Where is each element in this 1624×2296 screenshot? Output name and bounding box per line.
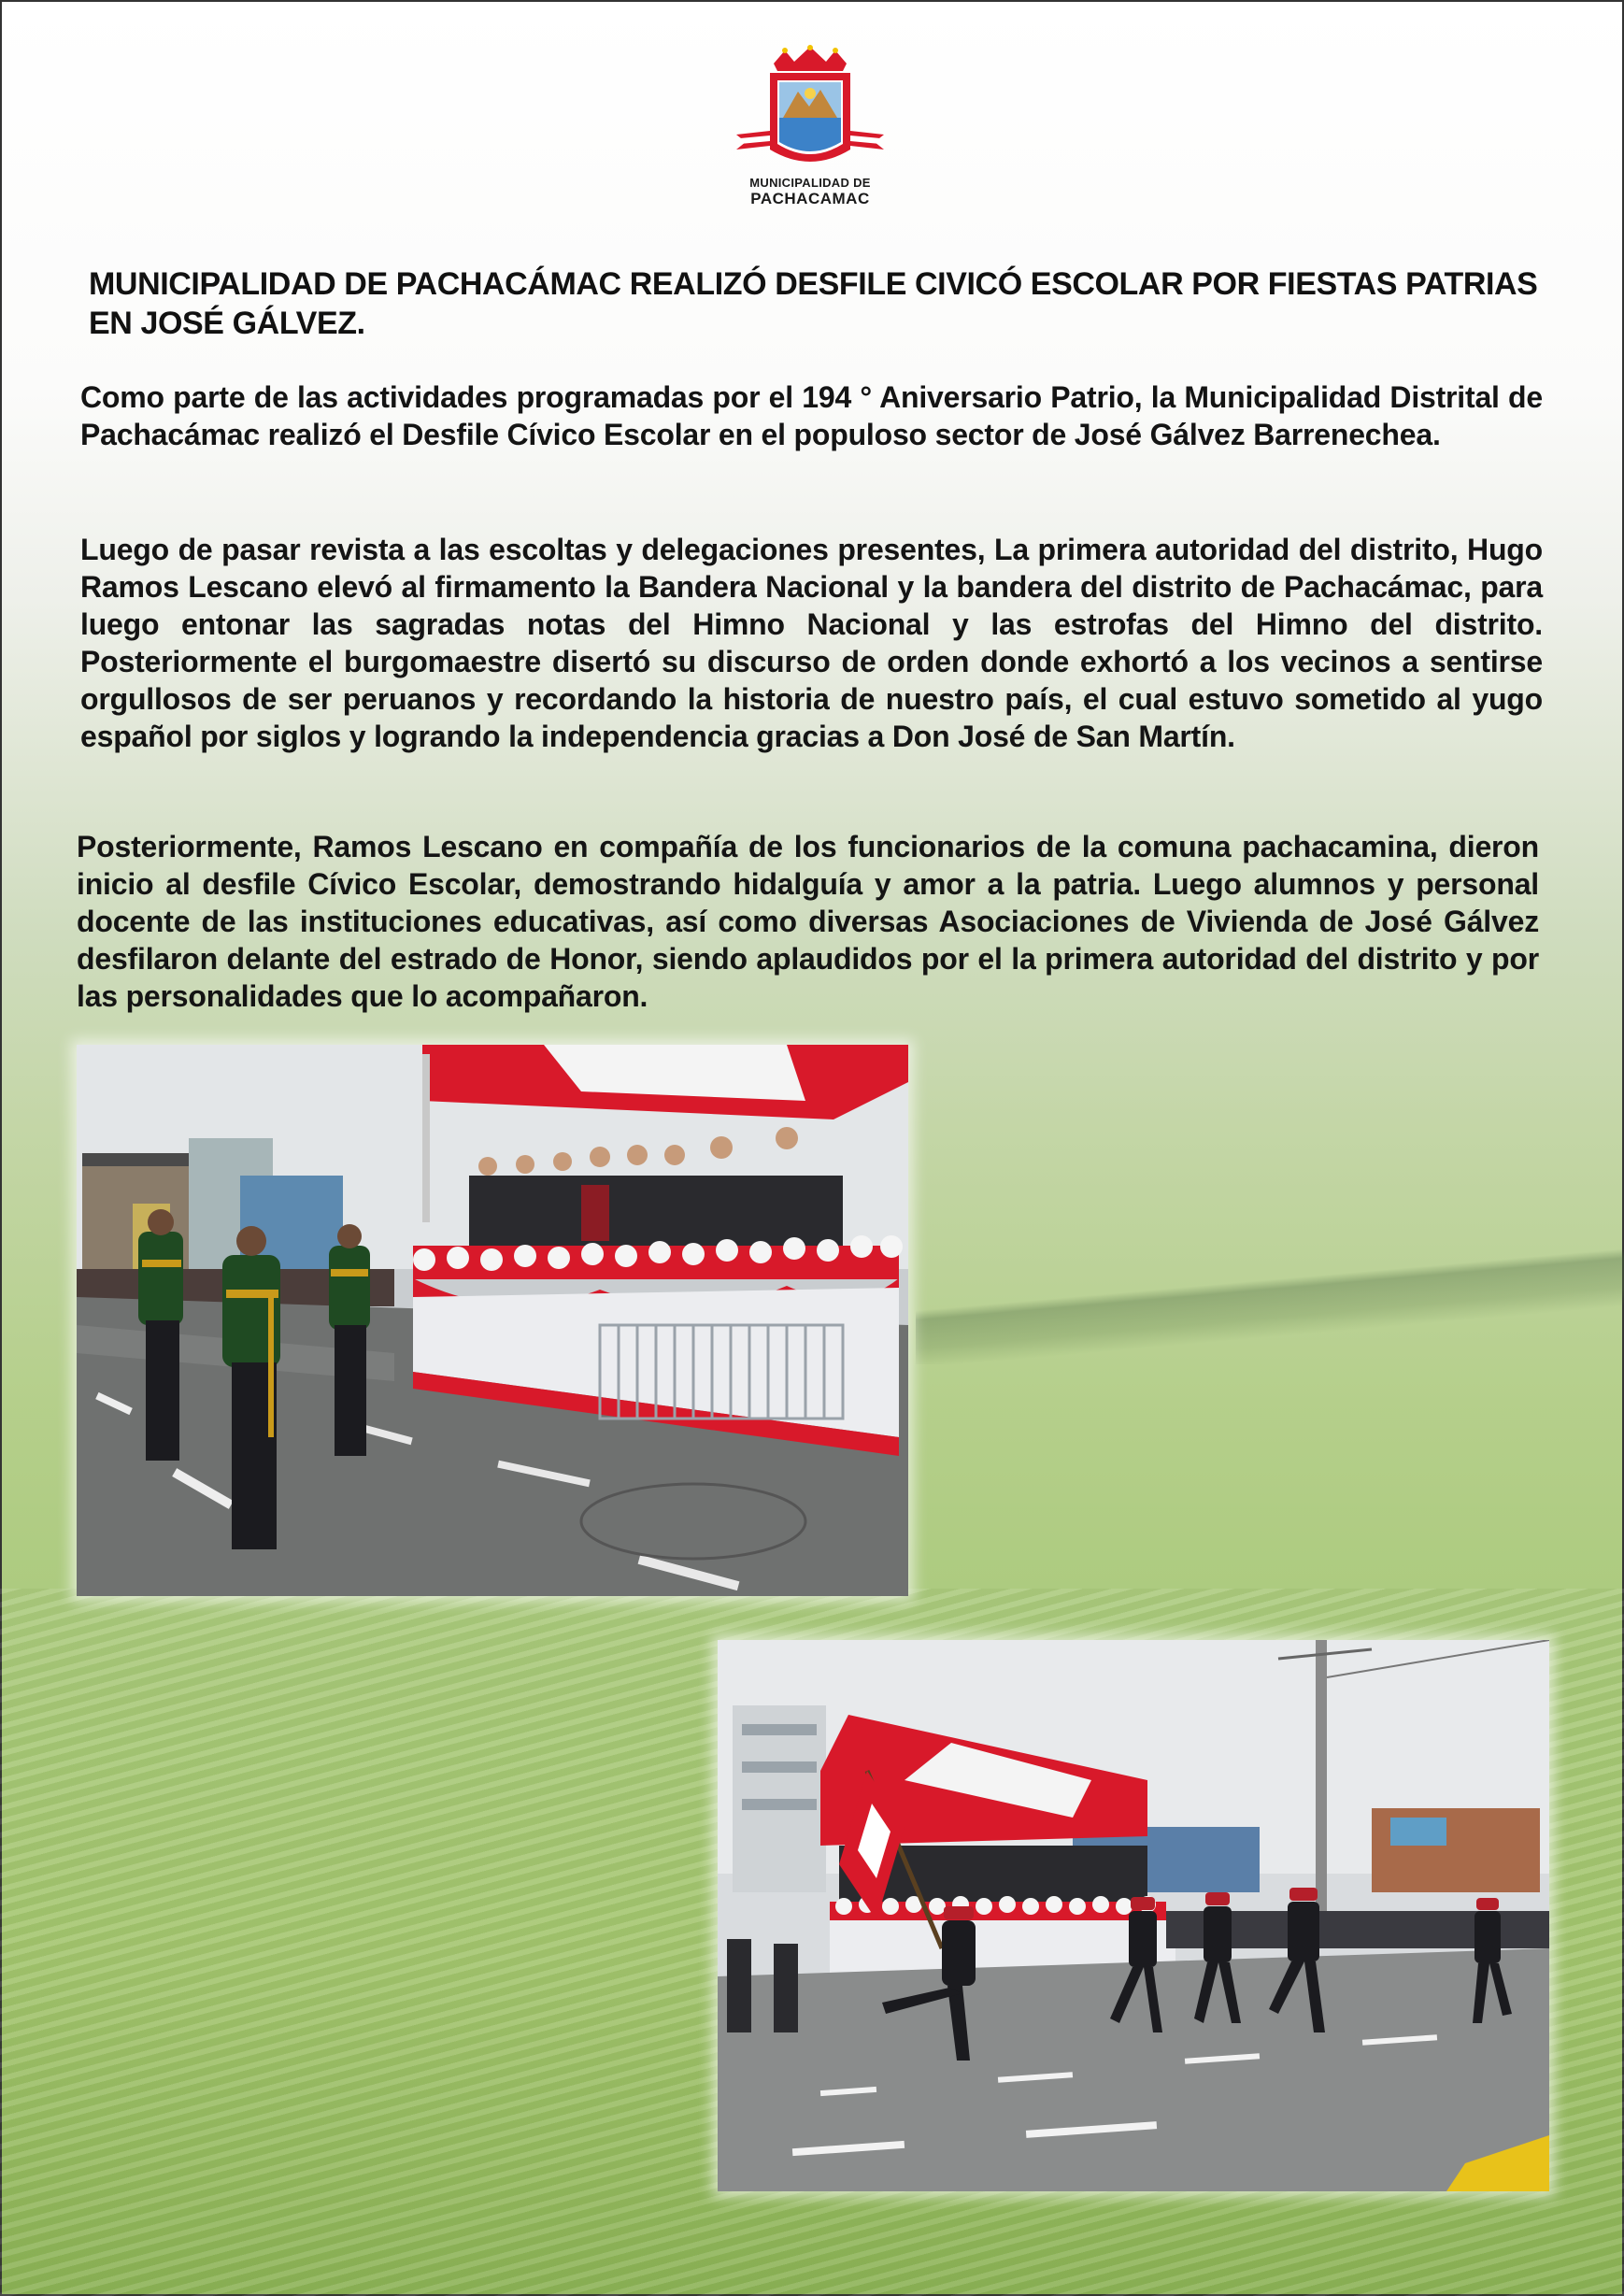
photo-escort-and-stage xyxy=(77,1045,908,1596)
article-headline: MUNICIPALIDAD DE PACHACÁMAC REALIZÓ DESFILE CIVICÓ ESCOLAR POR FIESTAS PATRIAS EN JOSÉ GÁLVEZ. xyxy=(89,266,1538,341)
background-field-row xyxy=(916,1234,1624,1364)
paragraph-parade: Posteriormente, Ramos Lescano en compañía de los funcionarios de la comuna pachacamina, dieron inicio al desfile Cívico Escolar, demostrando hidalguía y amor a la patria. Luego alumnos y personal docente de las instituciones educativas, así como diversas Asociaciones de Vivienda de José Gálvez desfilaron delante del estrado de Honor, siendo aplaudidos por el la primera autoridad del distrito y por las personalidades que lo acompañaron. xyxy=(77,830,1539,1013)
municipal-logo xyxy=(731,45,890,208)
municipal-crest-icon xyxy=(731,45,890,174)
logo-line-1: MUNICIPALIDAD DE xyxy=(749,176,871,190)
paragraph-intro: Como parte de las actividades programadas por el 194 ° Aniversario Patrio, la Municipalidad Distrital de Pachacámac realizó el Desfile Cívico Escolar en el populoso sector de José Gálvez Barrenechea. xyxy=(80,380,1543,451)
photo-parade-march xyxy=(718,1640,1549,2191)
paragraph-ceremony: Luego de pasar revista a las escoltas y delegaciones presentes, La primera autoridad del distrito, Hugo Ramos Lescano elevó al firmamento la Bandera Nacional y la bandera del distrito de Pachacámac, para luego entonar las sagradas notas del Himno Nacional y las estrofas del Himno del distrito. Posteriormente el burgomaestre disertó su discurso de orden donde exhortó a los vecinos a sentirse orgullosos de ser peruanos y recordando la historia de nuestro país, el cual estuvo sometido al yugo español por siglos y logrando la independencia gracias a Don José de San Martín. xyxy=(80,533,1543,753)
logo-line-2: PACHACAMAC xyxy=(750,190,870,207)
